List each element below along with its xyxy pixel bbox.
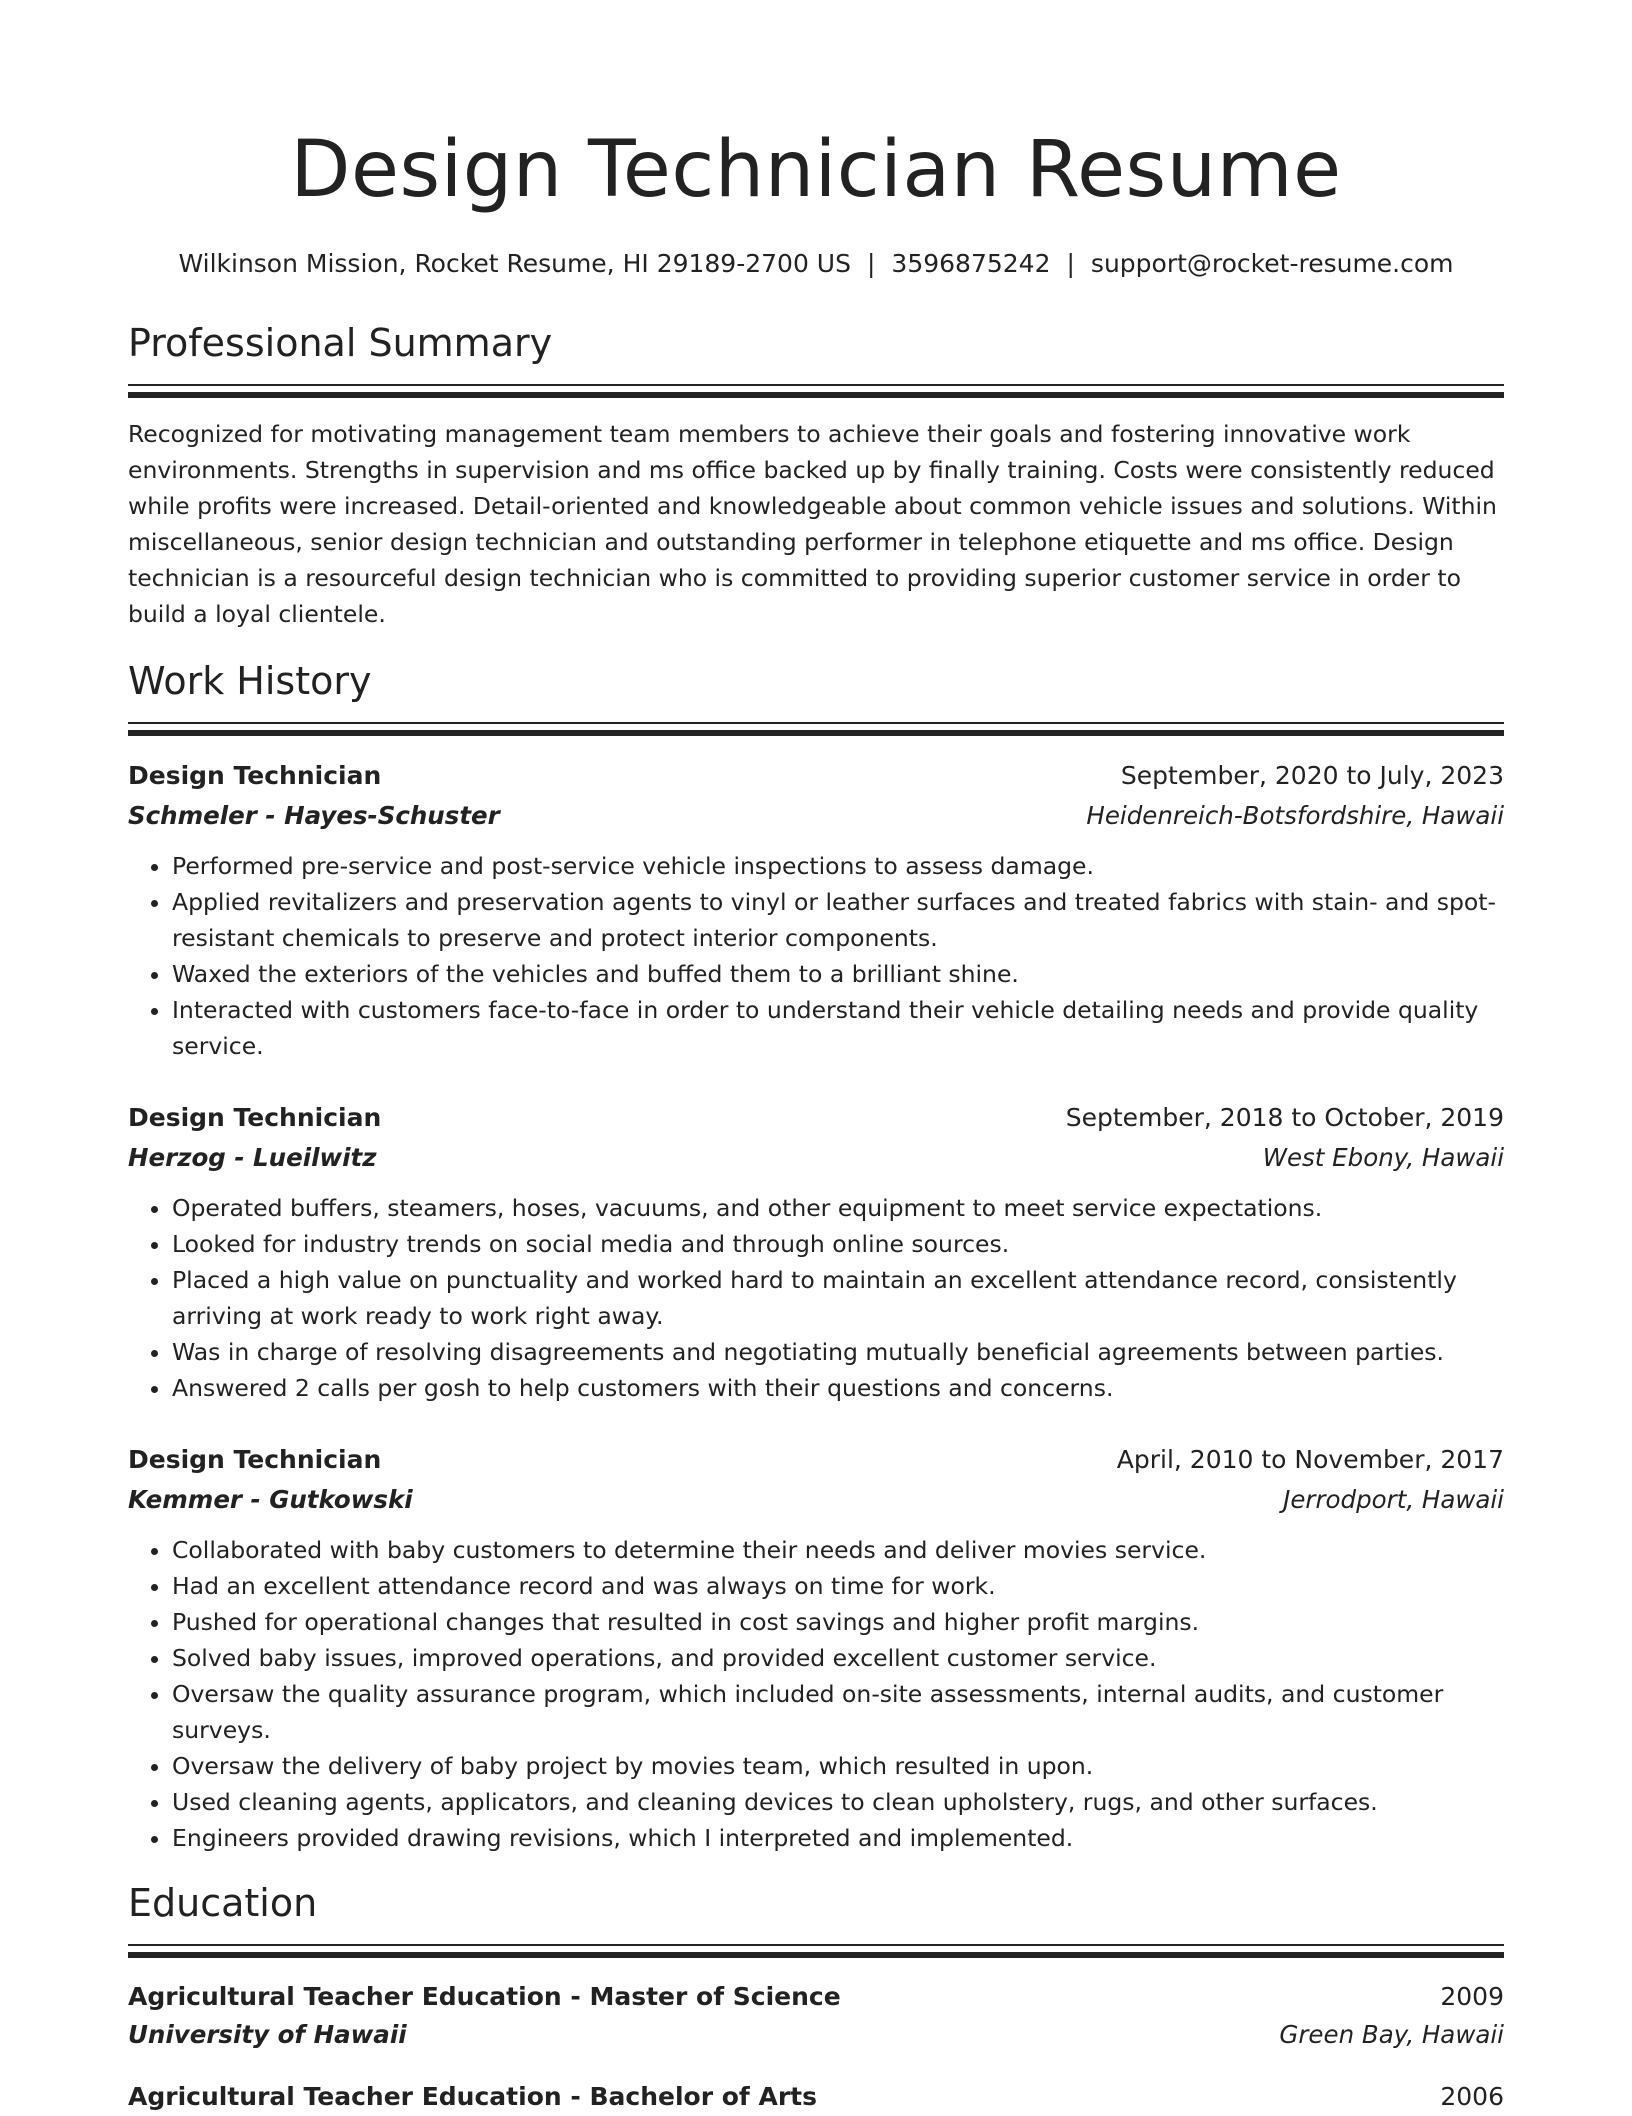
contact-email: support@rocket-resume.com bbox=[1090, 249, 1454, 278]
contact-separator: | bbox=[866, 249, 876, 278]
contact-address: Wilkinson Mission, Rocket Resume, HI 29189-2700 US bbox=[178, 249, 851, 278]
resume-page bbox=[128, 0, 1504, 2116]
job-duty: • Operated buffers, steamers, hoses, vacuums, and other equipment to meet service expectations. bbox=[172, 1190, 1504, 1226]
section-heading-summary: Professional Summary bbox=[128, 321, 553, 365]
contact-separator: | bbox=[1066, 249, 1075, 278]
job-duties-list bbox=[128, 1190, 1504, 1406]
education-section bbox=[128, 1878, 1504, 2116]
job-location: Heidenreich-Botsfordshire, Hawaii bbox=[1086, 800, 1504, 830]
section-divider-thick bbox=[128, 392, 1504, 398]
job-duty: • Was in charge of resolving disagreements and negotiating mutually beneficial agreements between parties. bbox=[172, 1334, 1504, 1370]
job-duty: • Had an excellent attendance record and was always on time for work. bbox=[172, 1568, 1504, 1604]
job-duty: • Waxed the exteriors of the vehicles and buffed them to a brilliant shine. bbox=[172, 956, 1504, 992]
job-duty: • Used cleaning agents, applicators, and cleaning devices to clean upholstery, rugs, and other surfaces. bbox=[172, 1784, 1504, 1820]
education-year: 2009 bbox=[1440, 1981, 1504, 2011]
job-title: Design Technician bbox=[128, 1102, 382, 1132]
section-divider-thin bbox=[128, 384, 1504, 386]
contact-phone: 3596875242 bbox=[891, 249, 1051, 278]
resume-title: Design Technician Resume bbox=[290, 125, 1342, 215]
job-duty: • Placed a high value on punctuality and worked hard to maintain an excellent attendance record, consistently arriving at work ready to work right away. bbox=[172, 1262, 1504, 1334]
section-divider-thick bbox=[128, 730, 1504, 736]
job-company: Schmeler - Hayes-Schuster bbox=[128, 800, 500, 830]
job-duty: • Oversaw the delivery of baby project by movies team, which resulted in upon. bbox=[172, 1748, 1504, 1784]
education-year: 2006 bbox=[1440, 2081, 1504, 2111]
job-duty: • Solved baby issues, improved operations, and provided excellent customer service. bbox=[172, 1640, 1504, 1676]
education-degree: Agricultural Teacher Education - Master of Science bbox=[128, 1981, 841, 2011]
job-duty: • Pushed for operational changes that resulted in cost savings and higher profit margins. bbox=[172, 1604, 1504, 1640]
section-divider-thin bbox=[128, 722, 1504, 724]
education-entry bbox=[128, 1978, 1504, 2054]
job-duty: • Interacted with customers face-to-face in order to understand their vehicle detailing needs and provide quality service. bbox=[172, 992, 1504, 1064]
section-heading-education: Education bbox=[128, 1880, 318, 1925]
job-dates: September, 2018 to October, 2019 bbox=[1065, 1102, 1504, 1132]
job-duty: • Answered 2 calls per gosh to help customers with their questions and concerns. bbox=[172, 1370, 1504, 1406]
job-duty: • Engineers provided drawing revisions, which I interpreted and implemented. bbox=[172, 1820, 1504, 1856]
job-duty: • Looked for industry trends on social media and through online sources. bbox=[172, 1226, 1504, 1262]
job-duties-list bbox=[128, 1532, 1504, 1856]
section-divider-thin bbox=[128, 1944, 1504, 1946]
job-duty: • Applied revitalizers and preservation agents to vinyl or leather surfaces and treated fabrics with stain- and spot-resistant chemicals to preserve and protect interior components. bbox=[172, 884, 1504, 956]
summary-text: Recognized for motivating management team members to achieve their goals and fostering innovative work environments. Strengths in supervision and ms office backed up by finally training. Costs were consistently reduced while profits were increased. Detail-oriented and knowledgeable about common vehicle issues and solutions. Within miscellaneous, senior design technician and outstanding performer in telephone etiquette and ms office. Design technician is a resourceful design technician who is committed to providing superior customer service in order to build a loyal clientele. bbox=[128, 420, 1497, 628]
job-duty: • Collaborated with baby customers to determine their needs and deliver movies service. bbox=[172, 1532, 1504, 1568]
section-heading-work: Work History bbox=[128, 658, 372, 703]
job-location: West Ebony, Hawaii bbox=[1262, 1142, 1504, 1172]
education-entry bbox=[128, 2078, 1504, 2116]
section-divider-thick bbox=[128, 1952, 1504, 1958]
professional-summary-section bbox=[128, 318, 1504, 632]
job-duties-list bbox=[128, 848, 1504, 1064]
education-school: University of Hawaii bbox=[128, 2019, 407, 2049]
job-entry bbox=[128, 1440, 1504, 1856]
work-history-section bbox=[128, 656, 1504, 1856]
job-location: Jerrodport, Hawaii bbox=[1283, 1484, 1504, 1514]
job-duty: • Oversaw the quality assurance program, which included on-site assessments, internal audits, and customer surveys. bbox=[172, 1676, 1504, 1748]
education-degree: Agricultural Teacher Education - Bachelor of Arts bbox=[128, 2081, 817, 2111]
education-location: Green Bay, Hawaii bbox=[1279, 2019, 1504, 2049]
job-duty: • Performed pre-service and post-service vehicle inspections to assess damage. bbox=[172, 848, 1504, 884]
job-title: Design Technician bbox=[128, 760, 382, 790]
job-dates: April, 2010 to November, 2017 bbox=[1116, 1444, 1504, 1474]
job-company: Kemmer - Gutkowski bbox=[128, 1484, 413, 1514]
contact-line bbox=[128, 246, 1504, 282]
job-title: Design Technician bbox=[128, 1444, 382, 1474]
job-entry bbox=[128, 756, 1504, 1064]
job-company: Herzog - Lueilwitz bbox=[128, 1142, 377, 1172]
job-entry bbox=[128, 1098, 1504, 1406]
job-dates: September, 2020 to July, 2023 bbox=[1120, 760, 1504, 790]
